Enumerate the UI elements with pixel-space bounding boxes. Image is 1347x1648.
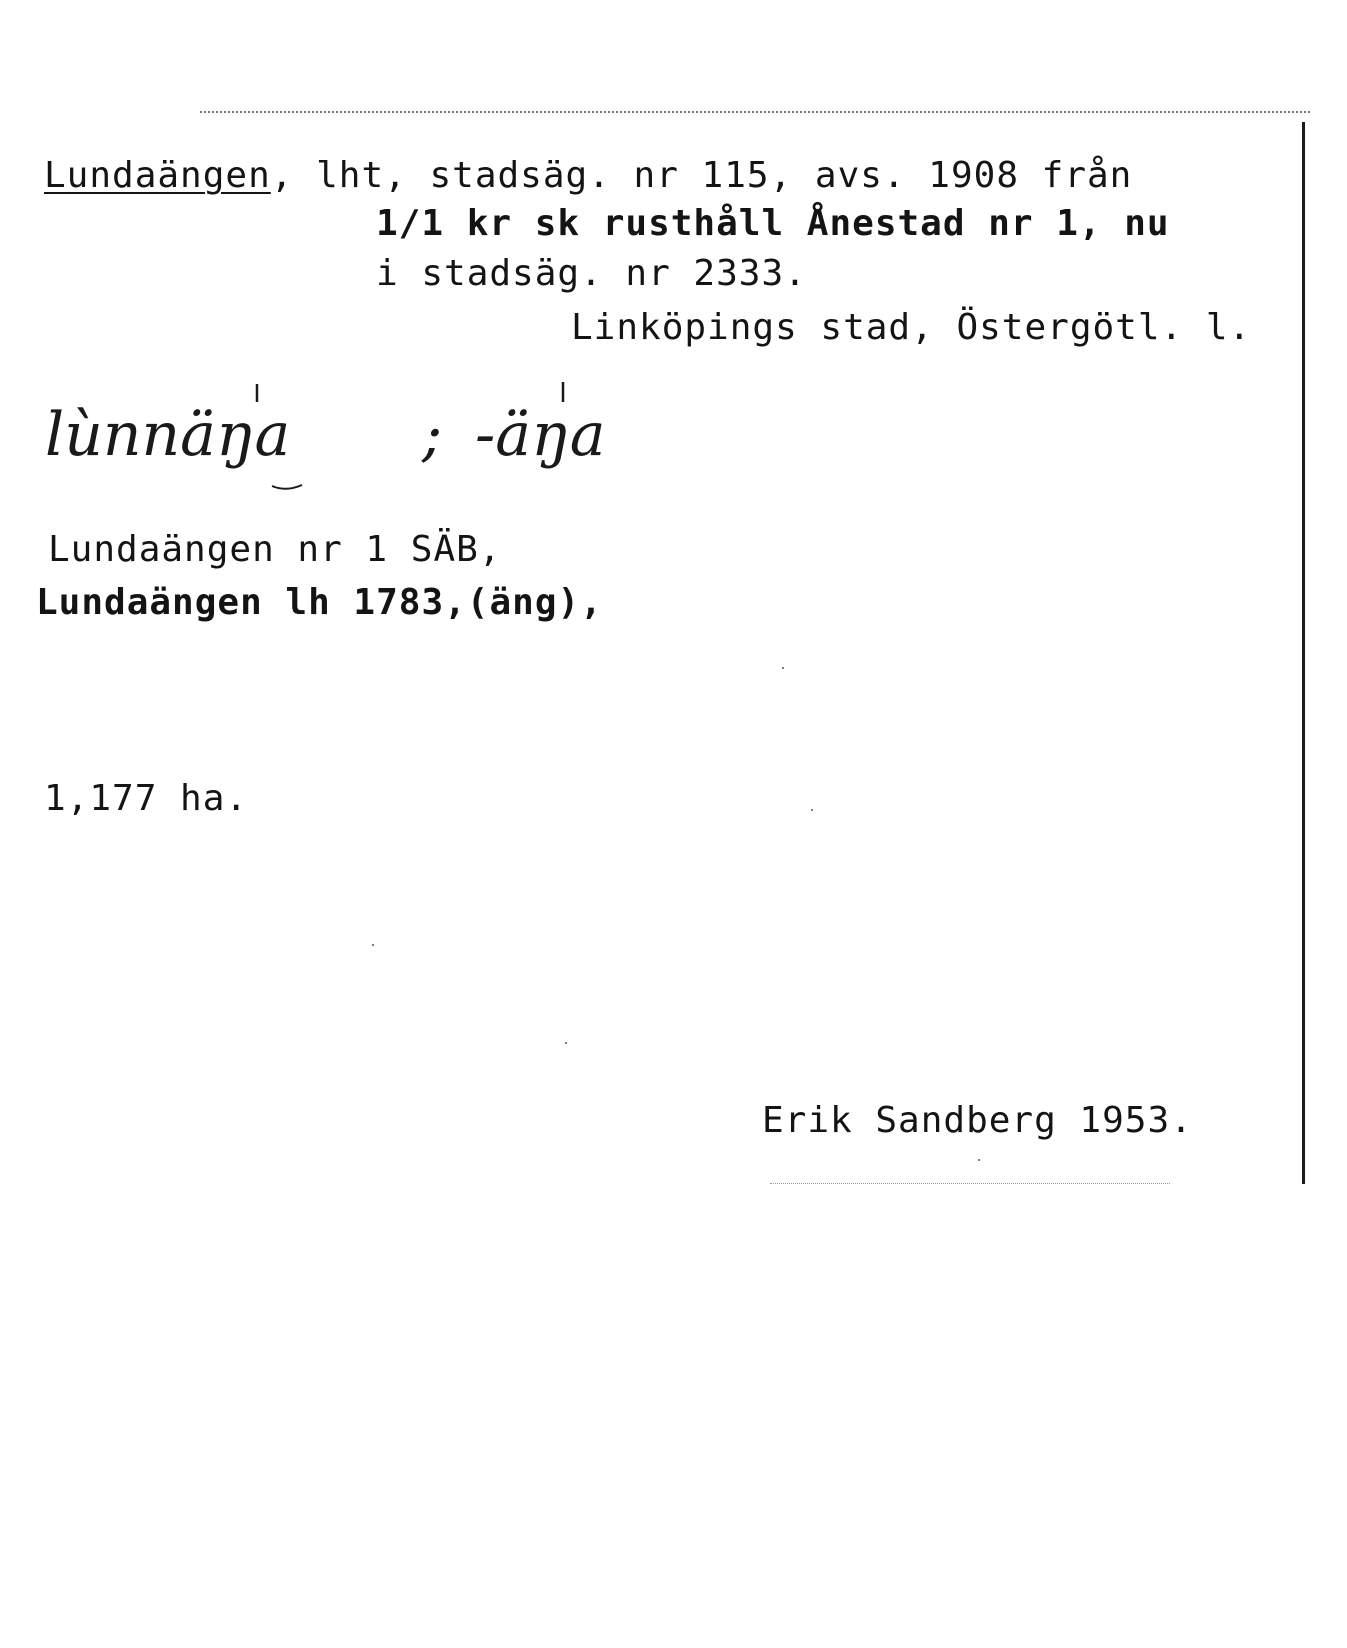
source-line-1: Lundaängen nr 1 SÄB, <box>48 529 502 570</box>
handwritten-pronunciation <box>0 0 760 500</box>
card-bottom-edge <box>770 1183 1170 1184</box>
entry-line-1-rest: , lht, stadsäg. nr 115, avs. 1908 från <box>270 155 1133 196</box>
location-line: Linköpings stad, Östergötl. l. <box>571 307 1252 348</box>
scan-speck <box>565 1042 567 1044</box>
scan-speck <box>782 667 784 669</box>
source-line-2: Lundaängen lh 1783,(äng), <box>36 582 603 623</box>
headword: Lundaängen <box>44 155 271 196</box>
scan-speck <box>811 809 813 811</box>
entry-line-3: i stadsäg. nr 2333. <box>376 253 807 294</box>
pronunciation-separator: ; <box>422 400 443 470</box>
area-text: 1,177 ha. <box>44 778 249 819</box>
tilde-mark <box>272 485 302 489</box>
card-right-edge <box>1302 122 1305 1184</box>
pronunciation-part-1: lùnnäŋa <box>45 400 291 470</box>
pronunciation-part-2: -äŋa <box>475 400 606 470</box>
signature: Erik Sandberg 1953. <box>762 1100 1193 1141</box>
entry-line-2: 1/1 kr sk rusthåll Ånestad nr 1, nu <box>376 203 1170 244</box>
scan-speck <box>978 1159 980 1161</box>
scan-speck <box>372 944 374 946</box>
